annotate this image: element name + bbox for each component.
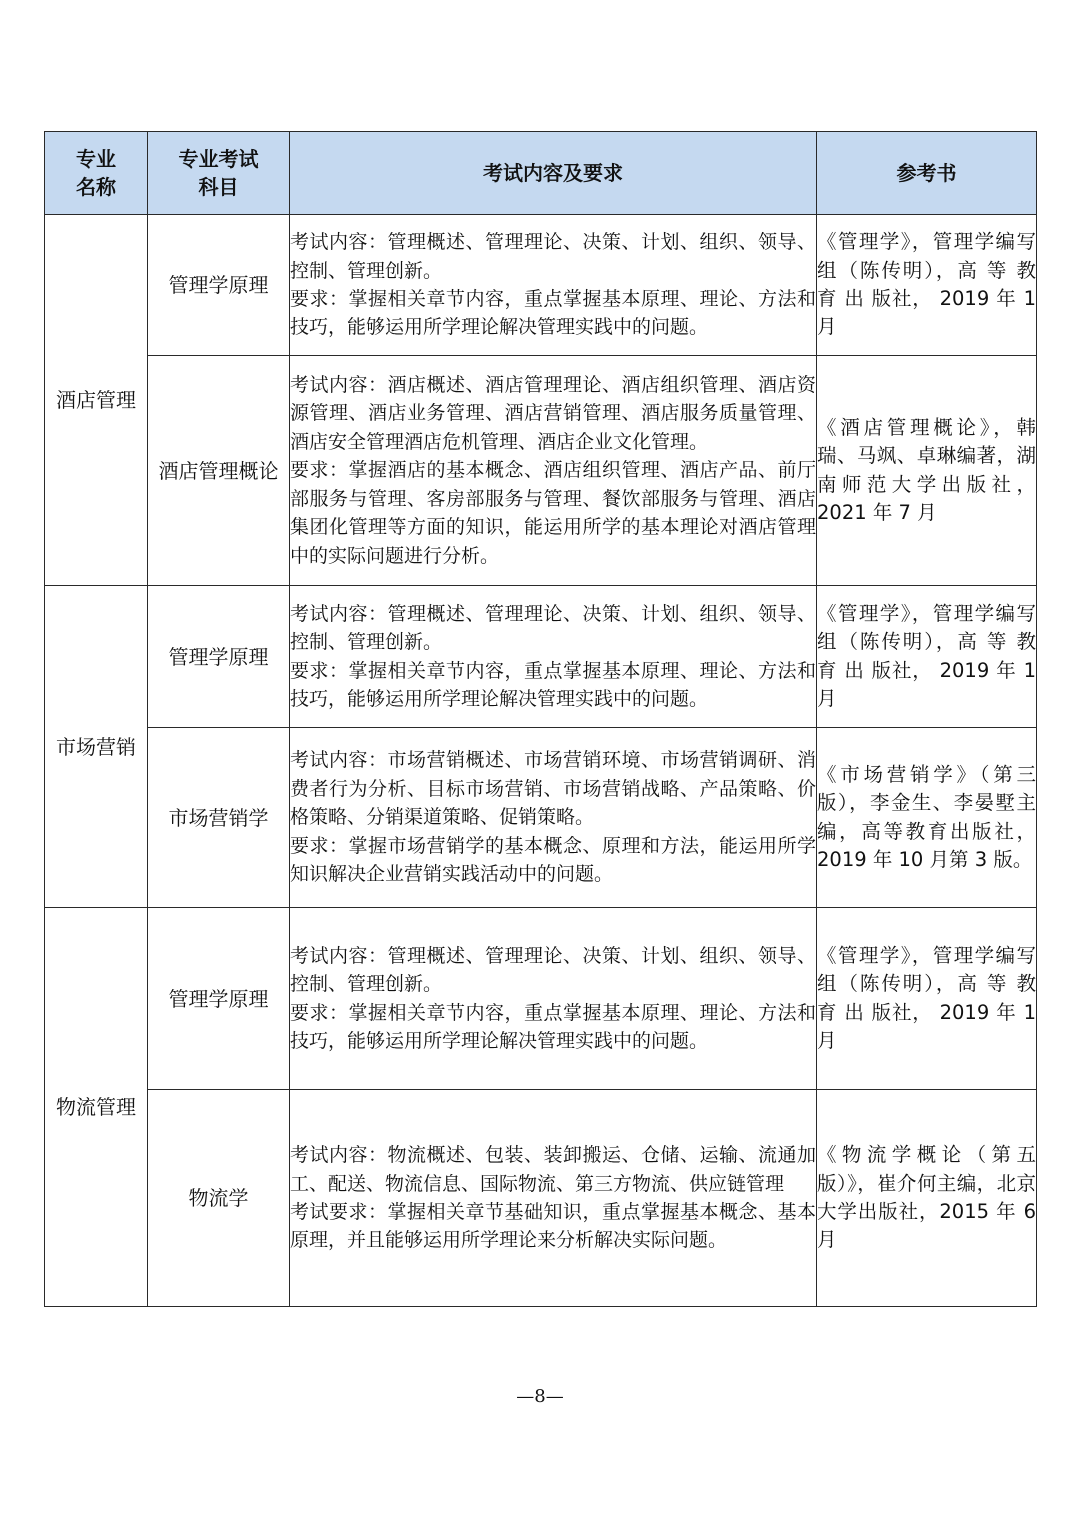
reference-book-cell: 《管理学》，管理学编写组（陈传明），高 等 教 育 出 版社， 2019 年 1 月 [817, 908, 1037, 1090]
subject-cell: 市场营销学 [148, 728, 290, 908]
table-row [45, 908, 1037, 1090]
requirement-text: 要求：掌握酒店的基本概念、酒店组织管理、酒店产品、前厅部服务与管理、客房部服务与管理、餐饮部服务与管理、酒店集团化管理等方面的知识，能运用所学的基本理论对酒店管理中的实际问题进行分析。 [290, 459, 816, 567]
content-cell [290, 908, 817, 1090]
reference-book-cell: 《管理学》，管理学编写组（陈传明），高 等 教 育 出 版社， 2019 年 1 月 [817, 586, 1037, 728]
table-row [45, 215, 1037, 356]
table-row [45, 586, 1037, 728]
requirement-text: 要求：掌握相关章节内容，重点掌握基本原理、理论、方法和技巧，能够运用所学理论解决管理实践中的问题。 [290, 288, 816, 339]
table-row [45, 356, 1037, 586]
reference-book-cell: 《物流学概论（第五版）》，崔介何主编，北京大学出版社，2015 年 6 月 [817, 1090, 1037, 1307]
subject-cell: 管理学原理 [148, 586, 290, 728]
exam-content-text: 考试内容：物流概述、包装、装卸搬运、仓储、运输、流通加工、配送、物流信息、国际物流、第三方物流、供应链管理 [290, 1144, 816, 1195]
requirement-text: 要求：掌握相关章节内容，重点掌握基本原理、理论、方法和技巧，能够运用所学理论解决管理实践中的问题。 [290, 1001, 816, 1052]
reference-book-cell: 《市场营销学》（第三版），李金生、李晏墅主编，高等教育出版社，2019 年 10 月第 3 版。 [817, 728, 1037, 908]
subject-cell: 酒店管理概论 [148, 356, 290, 586]
exam-content-text: 考试内容：管理概述、管理理论、决策、计划、组织、领导、控制、管理创新。 [290, 602, 816, 654]
exam-content-text: 考试内容：市场营销概述、市场营销环境、市场营销调研、消费者行为分析、目标市场营销、市场营销战略、产品策略、价格策略、分销渠道策略、促销策略。 [290, 749, 816, 829]
major-name-cell: 酒店管理 [45, 215, 148, 586]
table-row [45, 728, 1037, 908]
exam-subjects-table [44, 131, 1037, 1307]
requirement-text: 考试要求：掌握相关章节基础知识，重点掌握基本概念、基本原理，并且能够运用所学理论来分析解决实际问题。 [290, 1201, 816, 1252]
requirement-text: 要求：掌握相关章节内容，重点掌握基本原理、理论、方法和技巧，能够运用所学理论解决管理实践中的问题。 [290, 659, 816, 710]
content-cell [290, 1090, 817, 1307]
exam-content-text: 考试内容：管理概述、管理理论、决策、计划、组织、领导、控制、管理创新。 [290, 231, 816, 282]
page-number: —8— [516, 1386, 564, 1407]
header-exam-subject: 专业考试 科目 [148, 132, 290, 215]
major-name-cell: 市场营销 [45, 586, 148, 908]
content-cell [290, 586, 817, 728]
content-cell [290, 215, 817, 356]
reference-book-cell: 《酒店管理概论》，韩瑞、马飒、卓琳编著，湖南师范大学出版社，2021 年 7 月 [817, 356, 1037, 586]
reference-book-cell: 《管理学》，管理学编写组（陈传明），高 等 教 育 出 版社， 2019 年 1 月 [817, 215, 1037, 356]
subject-cell: 管理学原理 [148, 908, 290, 1090]
table-header-row [45, 132, 1037, 215]
subject-cell: 管理学原理 [148, 215, 290, 356]
header-major-name: 专业 名称 [45, 132, 148, 215]
table-row [45, 1090, 1037, 1307]
major-name-cell: 物流管理 [45, 908, 148, 1307]
content-cell [290, 356, 817, 586]
content-cell [290, 728, 817, 908]
exam-content-text: 考试内容：酒店概述、酒店管理理论、酒店组织管理、酒店资源管理、酒店业务管理、酒店营销管理、酒店服务质量管理、酒店安全管理酒店危机管理、酒店企业文化管理。 [290, 374, 816, 453]
subject-cell: 物流学 [148, 1090, 290, 1307]
requirement-text: 要求：掌握市场营销学的基本概念、原理和方法，能运用所学知识解决企业营销实践活动中的问题。 [290, 834, 816, 886]
header-reference-book: 参考书 [817, 132, 1037, 215]
header-content-requirements: 考试内容及要求 [290, 132, 817, 215]
exam-content-text: 考试内容：管理概述、管理理论、决策、计划、组织、领导、控制、管理创新。 [290, 944, 816, 996]
